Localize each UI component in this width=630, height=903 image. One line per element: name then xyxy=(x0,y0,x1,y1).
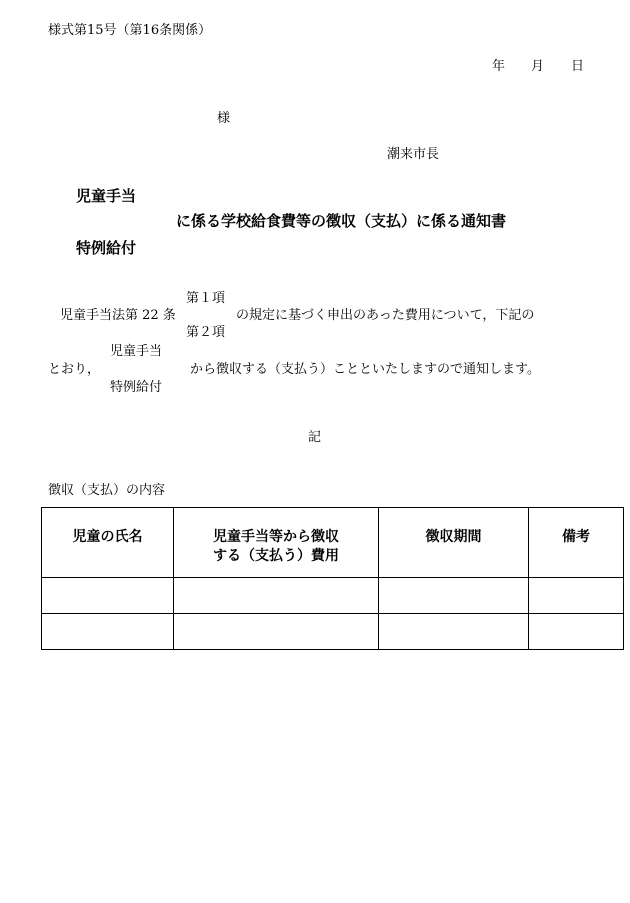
header-child-name: 児童の氏名 xyxy=(42,508,174,578)
title-option-top: 児童手当 xyxy=(76,187,137,205)
header-remarks: 備考 xyxy=(529,508,624,578)
form-number-label: 様式第15号（第16条関係） xyxy=(48,23,212,38)
cell-child-name xyxy=(42,614,174,650)
cell-child-name xyxy=(42,578,174,614)
cell-remarks xyxy=(529,578,624,614)
document-title: に係る学校給食費等の徴収（支払）に係る通知書 xyxy=(176,212,507,230)
body-law-reference: 児童手当法第 22 条 xyxy=(60,308,176,323)
body-line2-option-top: 児童手当 xyxy=(110,344,163,359)
collection-details-table xyxy=(41,507,624,650)
addressee-honorific: 様 xyxy=(217,111,231,126)
body-line2-prefix: とおり， xyxy=(48,362,101,377)
cell-collected-cost xyxy=(174,614,379,650)
date-month-label: 月 xyxy=(531,59,545,74)
cell-collection-period xyxy=(379,614,529,650)
date-year-label: 年 xyxy=(492,59,506,74)
table-row xyxy=(42,614,624,650)
header-collected-cost: 児童手当等から徴収 する（支払う）費用 xyxy=(174,508,379,578)
title-option-bottom: 特例給付 xyxy=(76,239,137,257)
cell-collection-period xyxy=(379,578,529,614)
table-header-row xyxy=(42,508,624,578)
issuer-name: 潮来市長 xyxy=(387,147,440,162)
body-paragraph-text: の規定に基づく申出のあった費用について，下記の xyxy=(236,308,535,323)
body-clause-top: 第１項 xyxy=(186,291,226,306)
body-clause-bottom: 第２項 xyxy=(186,325,226,340)
header-collection-period: 徴収期間 xyxy=(379,508,529,578)
section-heading: 徴収（支払）の内容 xyxy=(48,483,166,498)
body-line2-text: から徴収する（支払う）ことといたしますので通知します。 xyxy=(190,362,540,377)
body-line2-option-bottom: 特例給付 xyxy=(110,380,163,395)
cell-collected-cost xyxy=(174,578,379,614)
table-row xyxy=(42,578,624,614)
cell-remarks xyxy=(529,614,624,650)
date-day-label: 日 xyxy=(571,59,585,74)
record-marker: 記 xyxy=(308,430,322,445)
